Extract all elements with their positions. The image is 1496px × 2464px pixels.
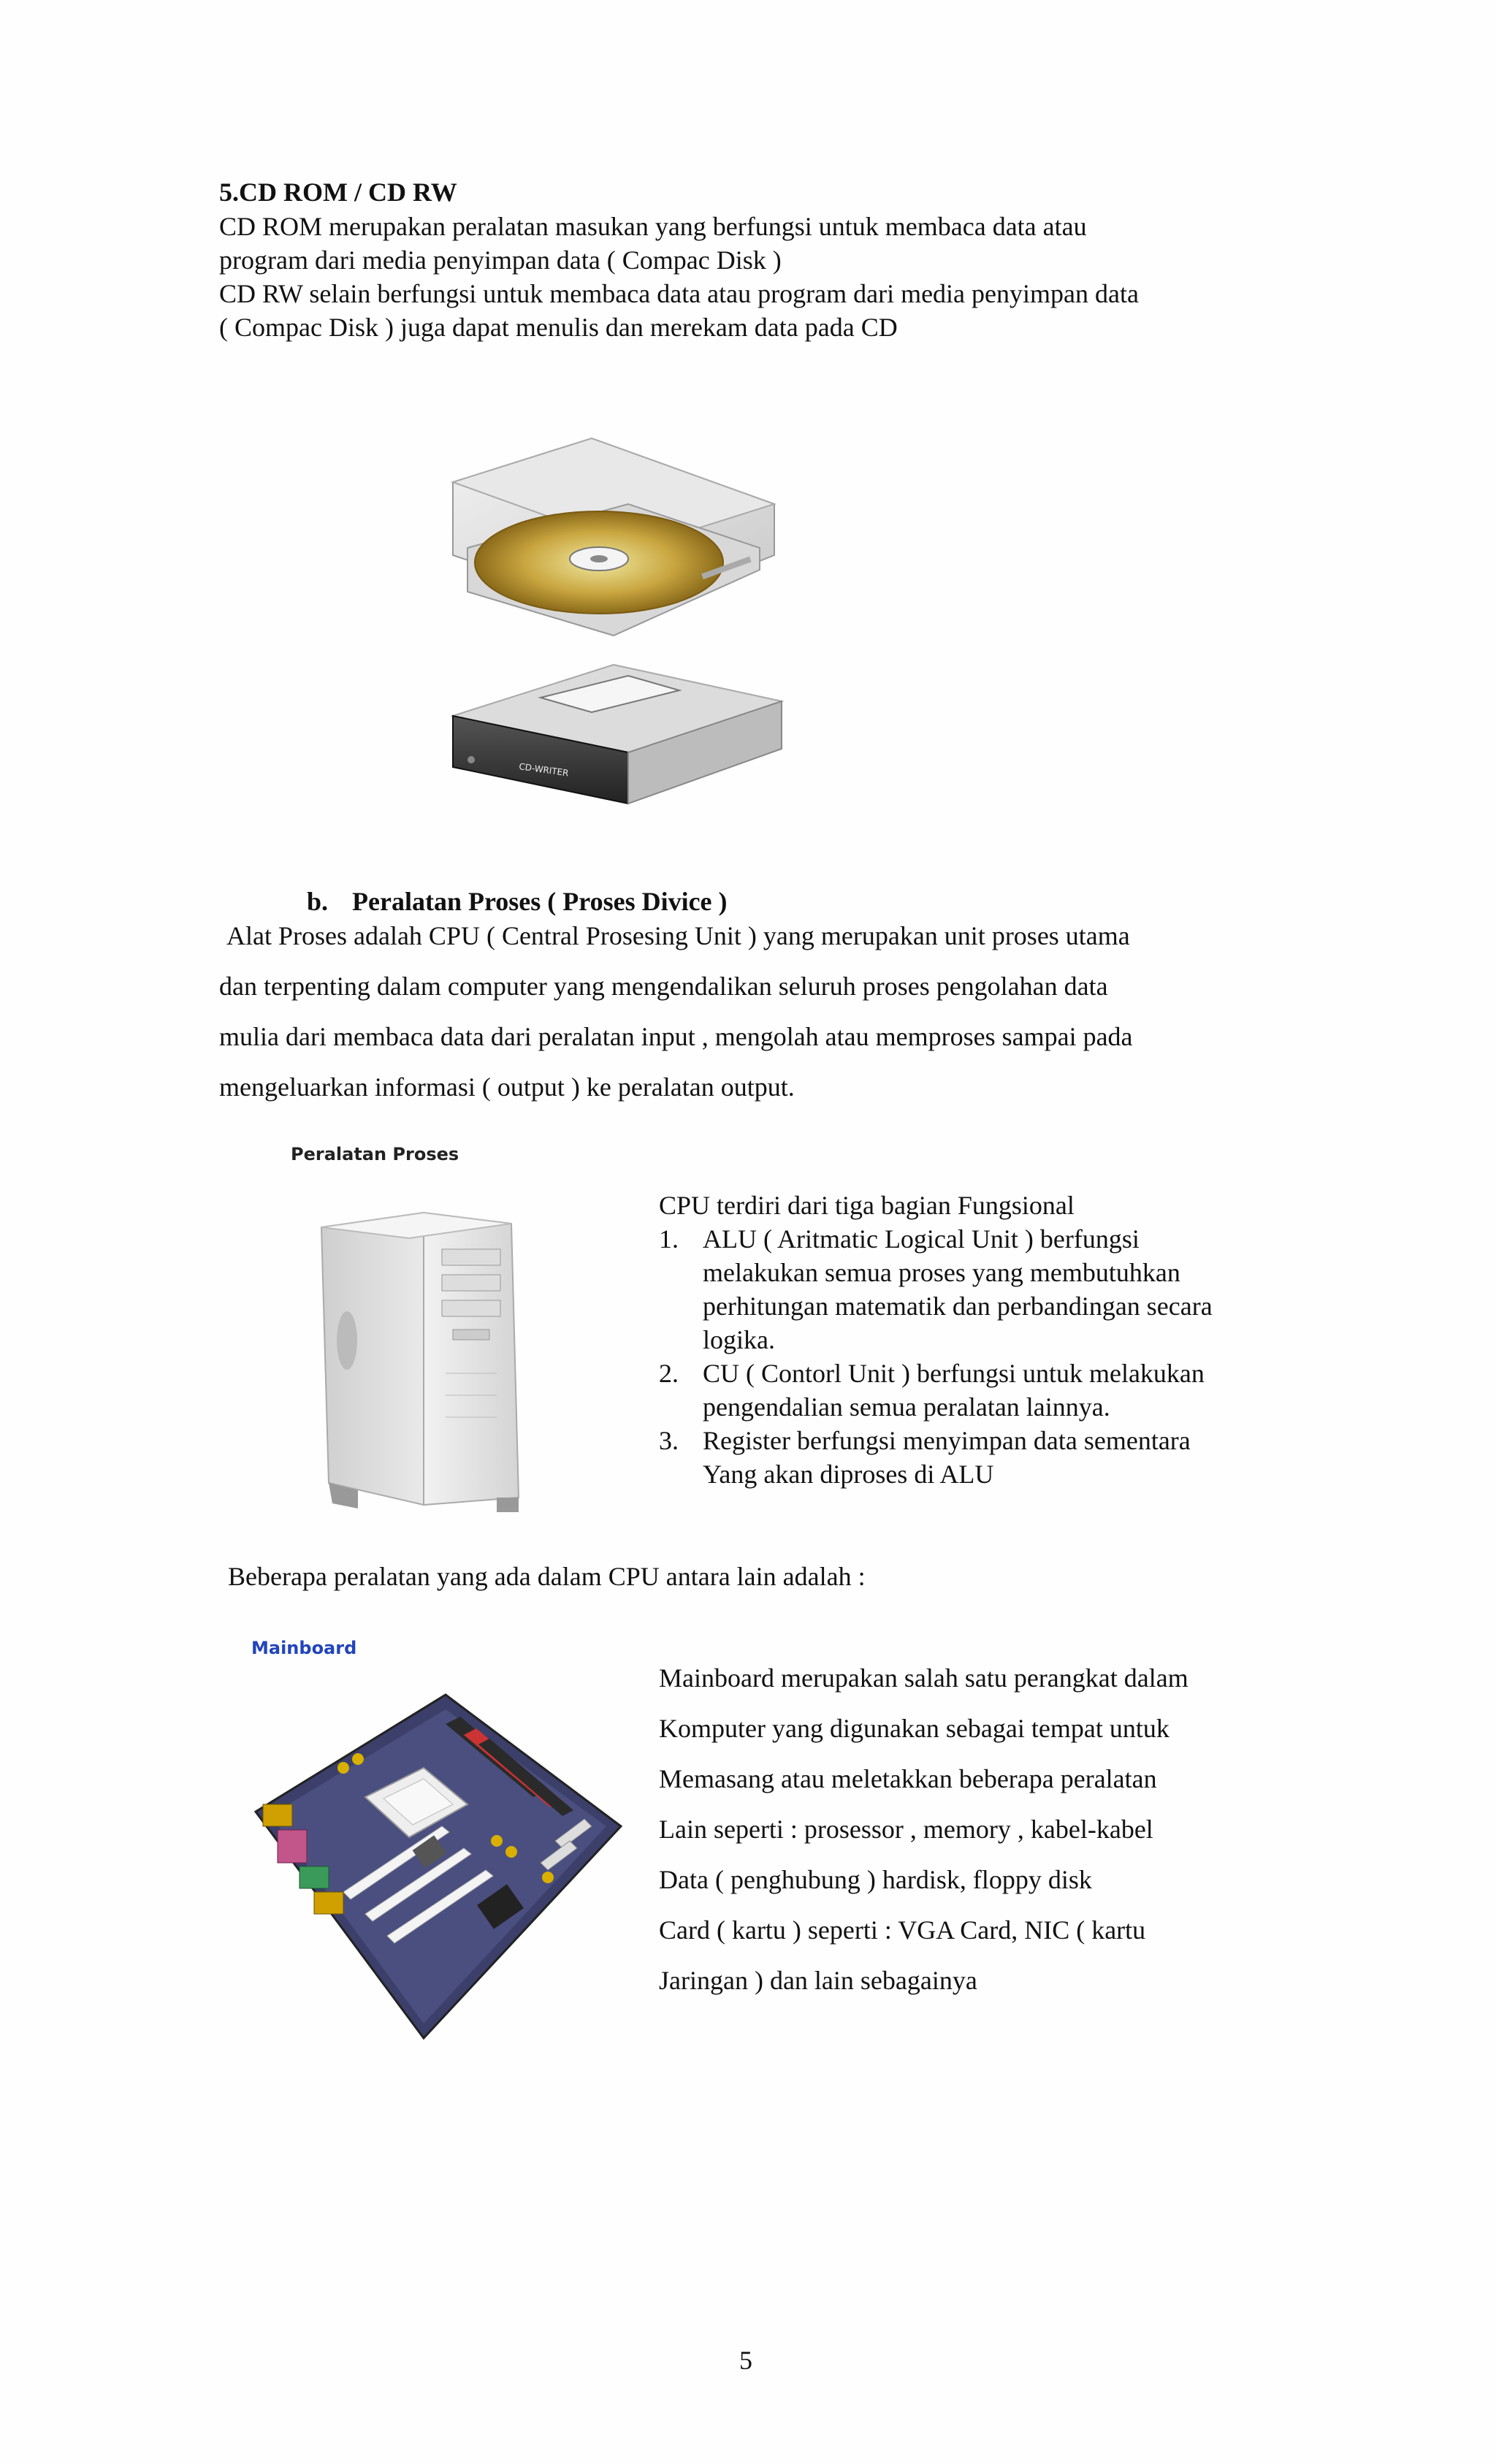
paragraph-line: CD RW selain berfungsi untuk membaca data atau program dari media penyimpan data: [219, 279, 1139, 308]
heading-marker: b.: [307, 887, 329, 916]
list-line: Register berfungsi menyimpan data sementara: [703, 1426, 1191, 1455]
cd-drive-image: [409, 424, 789, 847]
figure-caption: Peralatan Proses: [291, 1144, 459, 1164]
paragraph-line: mengeluarkan informasi ( output ) ke peralatan output.: [219, 1072, 795, 1102]
list-number: 3.: [659, 1426, 679, 1455]
list-line: melakukan semua proses yang membutuhkan: [703, 1258, 1180, 1287]
paragraph-line: Card ( kartu ) seperti : VGA Card, NIC ( kartu: [659, 1915, 1146, 1945]
paragraph-line: Jaringan ) dan lain sebagainya: [659, 1966, 977, 1995]
cpu-tower-image: [278, 1183, 584, 1527]
list-number: 1.: [659, 1224, 679, 1254]
section-heading: Peralatan Proses ( Proses Divice ): [352, 887, 728, 916]
drive-label: CD-WRITER: [518, 761, 570, 779]
paragraph-line: Lain seperti : prosessor , memory , kabel-kabel: [659, 1815, 1153, 1844]
list-line: CU ( Contorl Unit ) berfungsi untuk melakukan: [703, 1359, 1205, 1388]
cpu-parts-intro: CPU terdiri dari tiga bagian Fungsional: [659, 1191, 1075, 1220]
section-title: 5.CD ROM / CD RW: [219, 178, 457, 207]
list-line: perhitungan matematik dan perbandingan secara: [703, 1292, 1213, 1321]
cpu-parts-list: [659, 1222, 1213, 1491]
list-line: Yang akan diproses di ALU: [703, 1460, 994, 1489]
paragraph-line: Komputer yang digunakan sebagai tempat untuk: [659, 1714, 1169, 1743]
figure-caption: Mainboard: [251, 1638, 357, 1658]
list-number: 2.: [659, 1359, 679, 1388]
paragraph-line: Data ( penghubung ) hardisk, floppy disk: [659, 1865, 1092, 1894]
list-item: [659, 1222, 1213, 1357]
paragraph-line: Mainboard merupakan salah satu perangkat dalam: [659, 1663, 1188, 1693]
paragraph-line: Beberapa peralatan yang ada dalam CPU antara lain adalah :: [228, 1562, 866, 1591]
paragraph-line: ( Compac Disk ) juga dapat menulis dan merekam data pada CD: [219, 313, 898, 342]
paragraph-line: Alat Proses adalah CPU ( Central Prosesing Unit ) yang merupakan unit proses utama: [226, 921, 1130, 950]
mainboard-image: [241, 1673, 636, 2053]
list-line: pengendalian semua peralatan lainnya.: [703, 1392, 1110, 1422]
page-number: 5: [739, 2346, 752, 2375]
list-line: logika.: [703, 1325, 775, 1354]
list-item: [659, 1357, 1213, 1424]
list-item: [659, 1424, 1213, 1491]
paragraph-line: Memasang atau meletakkan beberapa peralatan: [659, 1764, 1157, 1793]
paragraph-line: CD ROM merupakan peralatan masukan yang berfungsi untuk membaca data atau: [219, 212, 1087, 241]
paragraph-line: mulia dari membaca data dari peralatan input , mengolah atau memproses sampai pada: [219, 1022, 1133, 1051]
paragraph-line: dan terpenting dalam computer yang mengendalikan seluruh proses pengolahan data: [219, 972, 1108, 1001]
list-line: ALU ( Aritmatic Logical Unit ) berfungsi: [703, 1224, 1140, 1254]
paragraph-line: program dari media penyimpan data ( Compac Disk ): [219, 245, 782, 275]
